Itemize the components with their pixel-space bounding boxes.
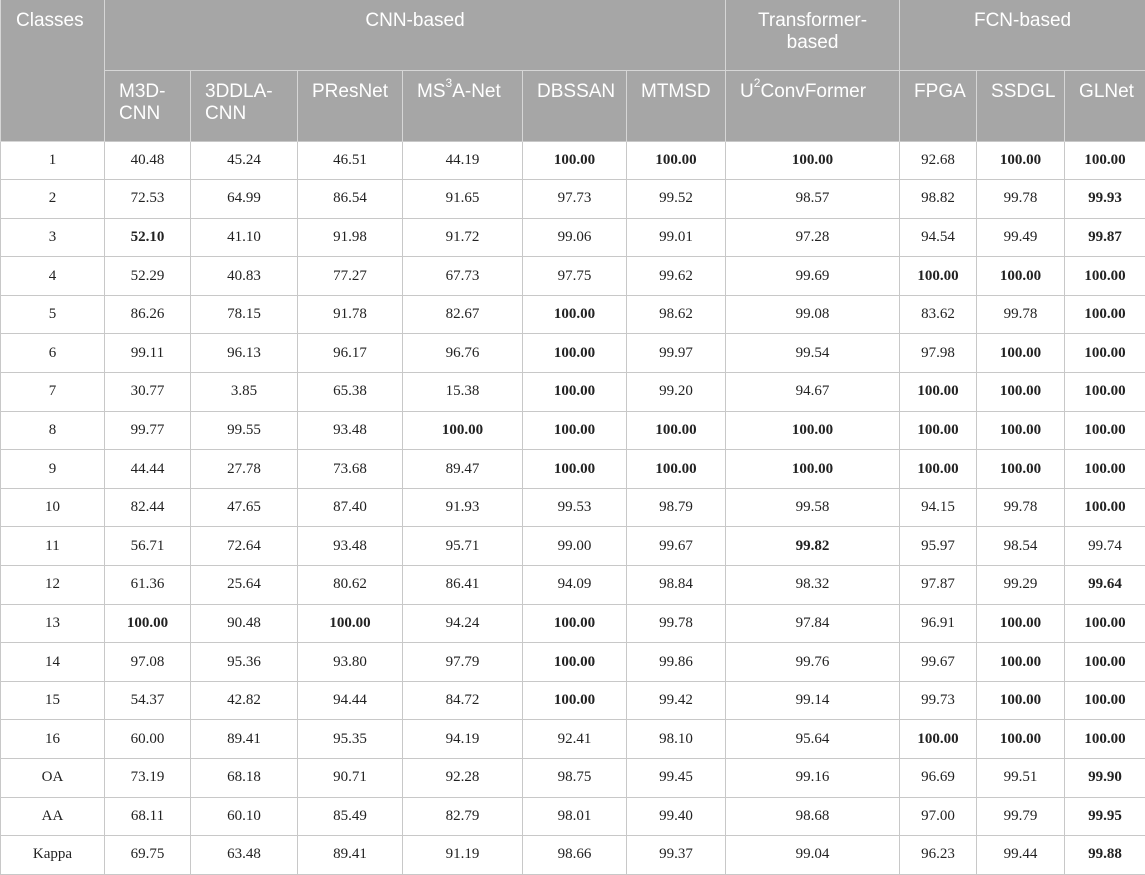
table-cell: 60.00 [105,720,191,759]
table-cell: 89.41 [298,836,403,875]
row-label: 12 [1,566,105,605]
table-cell: 92.68 [900,141,977,180]
table-cell: 94.09 [523,566,627,605]
table-cell: 96.91 [900,604,977,643]
table-cell: 98.75 [523,759,627,798]
table-cell: 99.82 [726,527,900,566]
table-cell: 100.00 [726,141,900,180]
table-cell: 100.00 [1065,141,1145,180]
table-cell: 45.24 [191,141,298,180]
method-header: FPGA [900,70,977,141]
table-cell: 100.00 [403,411,523,450]
table-cell: 99.37 [627,836,726,875]
table-row [1,180,1145,219]
table-row [1,643,1145,682]
table-cell: 100.00 [1065,373,1145,412]
table-cell: 67.73 [403,257,523,296]
group-header-cnn: CNN-based [105,0,726,70]
table-cell: 100.00 [523,295,627,334]
table-cell: 84.72 [403,681,523,720]
table-cell: 44.19 [403,141,523,180]
table-cell: 100.00 [1065,295,1145,334]
table-cell: 99.01 [627,218,726,257]
table-cell: 86.26 [105,295,191,334]
table-cell: 87.40 [298,488,403,527]
table-cell: 98.62 [627,295,726,334]
table-cell: 65.38 [298,373,403,412]
table-cell: 98.84 [627,566,726,605]
table-cell: 99.44 [977,836,1065,875]
table-row [1,604,1145,643]
row-label: 13 [1,604,105,643]
table-row [1,373,1145,412]
table-cell: 89.41 [191,720,298,759]
table-cell: 100.00 [977,411,1065,450]
table-cell: 98.57 [726,180,900,219]
table-cell: 100.00 [900,720,977,759]
row-label: 1 [1,141,105,180]
table-cell: 99.90 [1065,759,1145,798]
table-cell: 100.00 [523,411,627,450]
table-cell: 86.41 [403,566,523,605]
table-cell: 100.00 [627,141,726,180]
table-cell: 100.00 [900,373,977,412]
table-cell: 95.36 [191,643,298,682]
table-cell: 100.00 [977,373,1065,412]
group-header-fcn: FCN-based [900,0,1145,70]
table-row [1,257,1145,296]
table-cell: 99.79 [977,797,1065,836]
table-cell: 96.13 [191,334,298,373]
table-cell: 95.64 [726,720,900,759]
table-cell: 100.00 [977,450,1065,489]
table-cell: 91.93 [403,488,523,527]
table-cell: 40.83 [191,257,298,296]
table-cell: 100.00 [977,141,1065,180]
table-cell: 41.10 [191,218,298,257]
table-cell: 89.47 [403,450,523,489]
table-cell: 99.73 [900,681,977,720]
table-row [1,295,1145,334]
table-cell: 99.77 [105,411,191,450]
table-cell: 42.82 [191,681,298,720]
table-cell: 47.65 [191,488,298,527]
table-cell: 100.00 [1065,411,1145,450]
table-cell: 93.48 [298,527,403,566]
table-cell: 69.75 [105,836,191,875]
table-cell: 100.00 [1065,604,1145,643]
table-cell: 100.00 [1065,257,1145,296]
table-cell: 68.18 [191,759,298,798]
table-body [1,141,1145,874]
method-header: DBSSAN [523,70,627,141]
table-cell: 98.82 [900,180,977,219]
row-label: 5 [1,295,105,334]
table-cell: 100.00 [900,450,977,489]
table-cell: 83.62 [900,295,977,334]
table-cell: 100.00 [523,141,627,180]
table-cell: 99.58 [726,488,900,527]
table-cell: 99.62 [627,257,726,296]
table-cell: 94.24 [403,604,523,643]
table-cell: 99.08 [726,295,900,334]
table-cell: 27.78 [191,450,298,489]
method-header: PResNet [298,70,403,141]
table-row [1,527,1145,566]
table-cell: 99.49 [977,218,1065,257]
table-cell: 99.95 [1065,797,1145,836]
table-cell: 99.20 [627,373,726,412]
table-cell: 100.00 [977,643,1065,682]
table-cell: 82.79 [403,797,523,836]
table-cell: 77.27 [298,257,403,296]
table-cell: 99.45 [627,759,726,798]
table-cell: 99.86 [627,643,726,682]
table-cell: 82.67 [403,295,523,334]
row-label: 11 [1,527,105,566]
row-label: 8 [1,411,105,450]
table-cell: 78.15 [191,295,298,334]
table-cell: 91.72 [403,218,523,257]
table-cell: 97.79 [403,643,523,682]
table-cell: 98.79 [627,488,726,527]
table-cell: 95.71 [403,527,523,566]
group-header-transformer: Transformer-based [726,0,900,70]
table-cell: 68.11 [105,797,191,836]
table-cell: 100.00 [523,373,627,412]
table-cell: 82.44 [105,488,191,527]
table-row [1,759,1145,798]
table-cell: 30.77 [105,373,191,412]
row-label: 7 [1,373,105,412]
classes-header: Classes [1,0,105,141]
table-row [1,566,1145,605]
method-header: $U^2ConvFormer$ [726,70,900,141]
table-cell: 86.54 [298,180,403,219]
table-cell: 100.00 [900,257,977,296]
table-cell: 98.32 [726,566,900,605]
table-row [1,720,1145,759]
table-cell: 100.00 [298,604,403,643]
table-cell: 97.87 [900,566,977,605]
table-cell: 96.23 [900,836,977,875]
table-cell: 100.00 [627,450,726,489]
table-cell: 99.78 [977,180,1065,219]
table-cell: 100.00 [726,411,900,450]
table-cell: 99.78 [977,488,1065,527]
table-cell: 61.36 [105,566,191,605]
table-cell: 90.71 [298,759,403,798]
table-cell: 99.55 [191,411,298,450]
row-label: 16 [1,720,105,759]
table-cell: 96.69 [900,759,977,798]
table-cell: 52.10 [105,218,191,257]
row-label: 3 [1,218,105,257]
table-cell: 94.19 [403,720,523,759]
table-cell: 91.19 [403,836,523,875]
table-cell: 72.53 [105,180,191,219]
table-row [1,681,1145,720]
table-cell: 99.29 [977,566,1065,605]
row-label: Kappa [1,836,105,875]
method-header: GLNet [1065,70,1145,141]
table-row [1,218,1145,257]
table-cell: 94.54 [900,218,977,257]
table-cell: 44.44 [105,450,191,489]
table-cell: 85.49 [298,797,403,836]
table-cell: 99.11 [105,334,191,373]
table-cell: 15.38 [403,373,523,412]
table-cell: 100.00 [977,334,1065,373]
table-cell: 99.76 [726,643,900,682]
table-cell: 100.00 [726,450,900,489]
table-row [1,411,1145,450]
table-cell: 94.67 [726,373,900,412]
table-cell: 99.97 [627,334,726,373]
table-cell: 60.10 [191,797,298,836]
table-cell: 80.62 [298,566,403,605]
table-cell: 97.84 [726,604,900,643]
table-row [1,450,1145,489]
table-cell: 96.17 [298,334,403,373]
table-cell: 100.00 [523,681,627,720]
table-cell: 99.78 [627,604,726,643]
table-cell: 73.68 [298,450,403,489]
table-cell: 97.98 [900,334,977,373]
table-cell: 91.65 [403,180,523,219]
table-cell: 95.97 [900,527,977,566]
table-cell: 97.08 [105,643,191,682]
table-cell: 100.00 [1065,681,1145,720]
method-header: 3DDLA-CNN [191,70,298,141]
table-cell: 99.53 [523,488,627,527]
table-cell: 54.37 [105,681,191,720]
table-cell: 56.71 [105,527,191,566]
table-cell: 99.16 [726,759,900,798]
table-cell: 100.00 [627,411,726,450]
table-cell: 100.00 [977,604,1065,643]
table-cell: 99.88 [1065,836,1145,875]
table-cell: 100.00 [523,450,627,489]
table-row [1,141,1145,180]
table-cell: 100.00 [1065,450,1145,489]
row-label: 14 [1,643,105,682]
table-cell: 25.64 [191,566,298,605]
row-label: 2 [1,180,105,219]
row-label: AA [1,797,105,836]
table-cell: 93.48 [298,411,403,450]
table-cell: 99.42 [627,681,726,720]
table-cell: 46.51 [298,141,403,180]
table-cell: 100.00 [977,257,1065,296]
table-cell: 95.35 [298,720,403,759]
method-header: M3D-CNN [105,70,191,141]
table-cell: 99.93 [1065,180,1145,219]
table-row [1,836,1145,875]
table-cell: 64.99 [191,180,298,219]
table-cell: 98.01 [523,797,627,836]
table-cell: 40.48 [105,141,191,180]
row-label: OA [1,759,105,798]
table-cell: 100.00 [977,681,1065,720]
table-cell: 100.00 [1065,488,1145,527]
table-cell: 91.98 [298,218,403,257]
table-cell: 73.19 [105,759,191,798]
table-cell: 94.44 [298,681,403,720]
method-header: MTMSD [627,70,726,141]
table-cell: 100.00 [523,643,627,682]
table-cell: 99.52 [627,180,726,219]
table-cell: 97.75 [523,257,627,296]
table-cell: 99.69 [726,257,900,296]
table-cell: 92.28 [403,759,523,798]
table-row [1,488,1145,527]
table-cell: 100.00 [900,411,977,450]
table-cell: 92.41 [523,720,627,759]
table-cell: 100.00 [1065,334,1145,373]
table-cell: 98.68 [726,797,900,836]
table-cell: 98.10 [627,720,726,759]
table-cell: 99.67 [900,643,977,682]
row-label: 15 [1,681,105,720]
table-cell: 100.00 [105,604,191,643]
table-cell: 99.87 [1065,218,1145,257]
table-cell: 99.40 [627,797,726,836]
table-cell: 99.74 [1065,527,1145,566]
table-cell: 98.66 [523,836,627,875]
table-cell: 99.64 [1065,566,1145,605]
table-cell: 63.48 [191,836,298,875]
table-cell: 99.06 [523,218,627,257]
table-cell: 99.78 [977,295,1065,334]
table-cell: 3.85 [191,373,298,412]
table-cell: 99.04 [726,836,900,875]
table-cell: 91.78 [298,295,403,334]
table-cell: 100.00 [1065,720,1145,759]
method-header: SSDGL [977,70,1065,141]
table-cell: 97.28 [726,218,900,257]
table-cell: 96.76 [403,334,523,373]
table-cell: 100.00 [977,720,1065,759]
table-cell: 99.00 [523,527,627,566]
table-cell: 98.54 [977,527,1065,566]
table-cell: 52.29 [105,257,191,296]
table-row [1,797,1145,836]
table-cell: 99.67 [627,527,726,566]
table-cell: 97.73 [523,180,627,219]
table-cell: 100.00 [523,604,627,643]
table-cell: 97.00 [900,797,977,836]
row-label: 4 [1,257,105,296]
row-label: 10 [1,488,105,527]
row-label: 9 [1,450,105,489]
table-cell: 93.80 [298,643,403,682]
table-cell: 99.14 [726,681,900,720]
table-cell: 99.54 [726,334,900,373]
table-cell: 90.48 [191,604,298,643]
method-header: $MS^3A$-Net [403,70,523,141]
table-row [1,334,1145,373]
row-label: 6 [1,334,105,373]
table-cell: 99.51 [977,759,1065,798]
table-cell: 100.00 [523,334,627,373]
table-cell: 72.64 [191,527,298,566]
table-cell: 100.00 [1065,643,1145,682]
table-cell: 94.15 [900,488,977,527]
